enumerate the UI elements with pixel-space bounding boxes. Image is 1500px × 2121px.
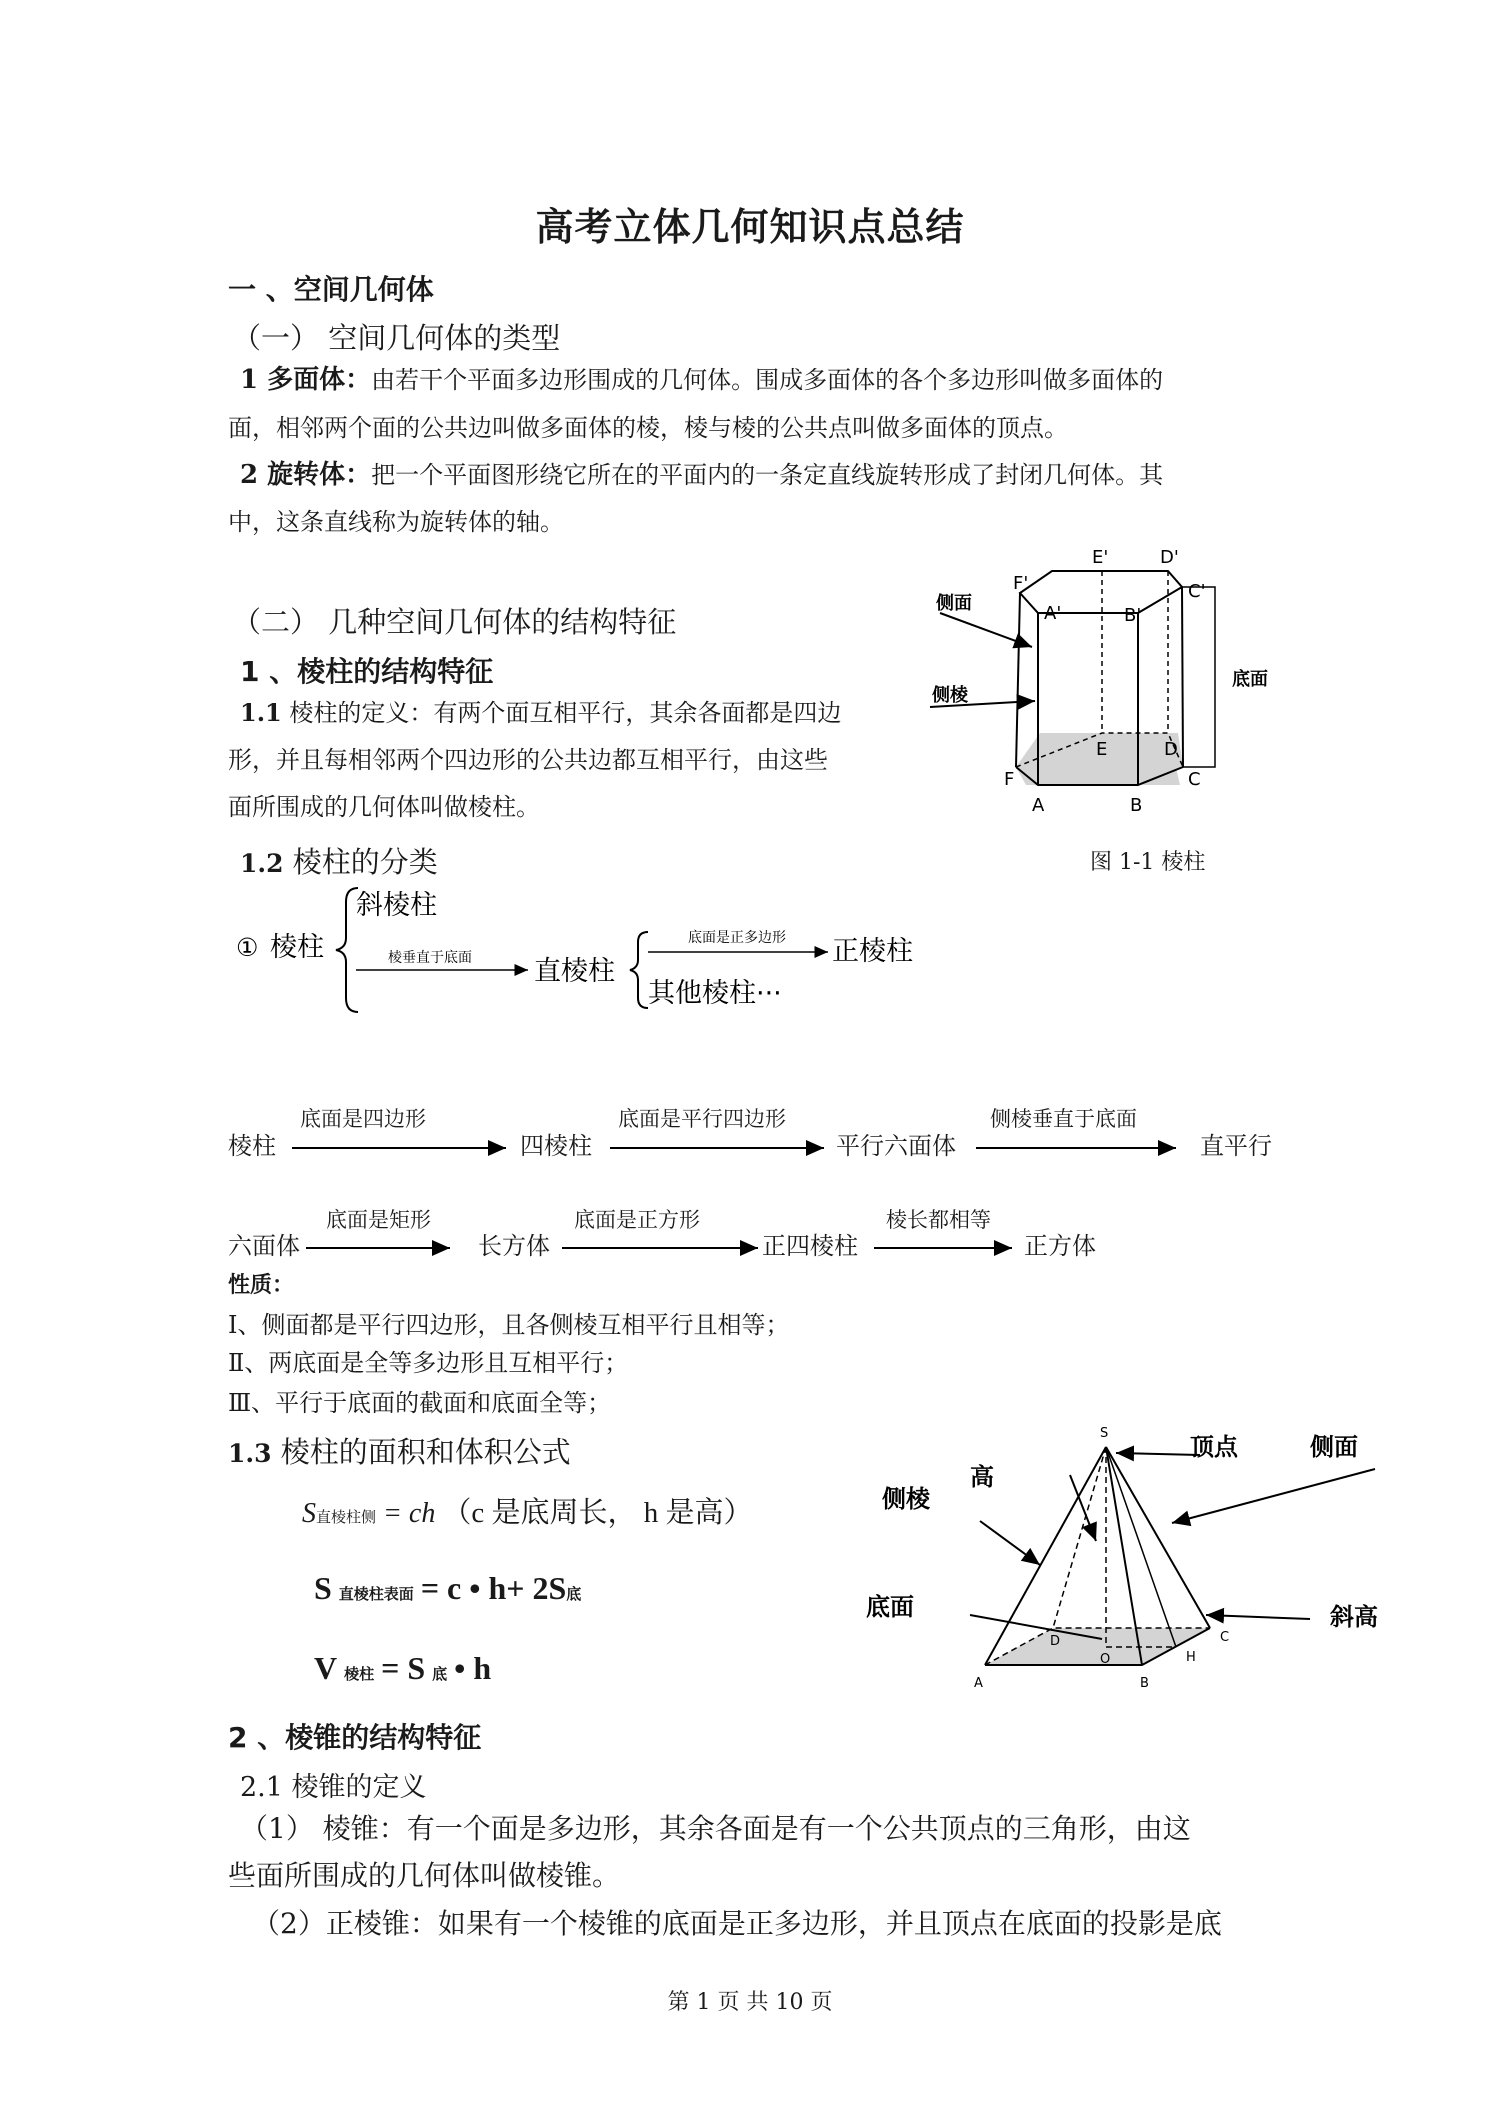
property-item: Ⅲ、平行于底面的截面和底面全等；: [228, 1389, 612, 1417]
chain1-arrows: [228, 1138, 1188, 1158]
prism-def-label: 1.1: [240, 698, 282, 727]
formula-rhs: = c • h+ 2S: [420, 1570, 567, 1606]
subsection-heading-1: （一） 空间几何体的类型: [232, 321, 561, 355]
prism-figure: [920, 535, 1300, 845]
polyhedron-paragraph: [240, 365, 1164, 395]
rotation-line-1: 把一个平面图形绕它所在的平面内的一条定直线旋转形成了封闭几何体。其: [371, 461, 1164, 489]
chain2-cond-2: 底面是正方形: [574, 1208, 700, 1232]
formula-sub: 底: [566, 1587, 582, 1603]
polyhedron-label: 1 多面体：: [240, 365, 372, 395]
prism-class-label: 1.2: [240, 849, 284, 878]
vertex-label: B: [1130, 795, 1143, 816]
pyramid-heading: 2 、棱锥的结构特征: [228, 1721, 482, 1754]
formula-sub: 底: [432, 1667, 448, 1683]
formulas-heading: [228, 1430, 571, 1471]
prism-class-text: 棱柱的分类: [292, 845, 438, 879]
prism-figure-caption: 图 1-1 棱柱: [1090, 850, 1206, 875]
rotation-paragraph: [240, 460, 1164, 490]
pyramid-label-side-face: 侧面: [1310, 1433, 1358, 1461]
regular-pyramid-line-1: （2）正棱锥：如果有一个棱锥的底面是正多边形，并且顶点在底面的投影是底: [252, 1907, 1222, 1940]
classification-diagram: [228, 880, 948, 1020]
class-cond-regular: 底面是正多边形: [688, 930, 786, 946]
pyramid-height-arrow: [1070, 1475, 1096, 1541]
pyramid-def-line-2: 些面所围成的几何体叫做棱锥。: [228, 1859, 621, 1892]
prism-label-side-edge: 侧棱: [932, 685, 968, 706]
vertex-label: O: [1100, 1652, 1111, 1667]
pyramid-label-side-edge: 侧棱: [882, 1485, 930, 1513]
prism-heading: 1 、棱柱的结构特征: [240, 655, 494, 688]
chain1-node-1: 四棱柱: [520, 1132, 592, 1160]
vertex-label: C': [1188, 581, 1206, 602]
properties-label: 性质：: [228, 1273, 295, 1298]
chain2-node-2: 正四棱柱: [762, 1232, 858, 1260]
vertex-label: B': [1124, 605, 1142, 626]
prism-def-line-2: 形，并且每相邻两个四边形的公共边都互相平行，由这些: [228, 746, 828, 774]
pyramid-label-height: 高: [970, 1463, 994, 1491]
chain2-node-3: 正方体: [1024, 1232, 1096, 1260]
vertex-label: F: [1004, 769, 1015, 790]
prism-def-line-3: 面所围成的几何体叫做棱柱。: [228, 793, 540, 821]
subsection-heading-2: （二） 几种空间几何体的结构特征: [232, 605, 677, 639]
chain1-cond-1: 底面是四边形: [300, 1107, 426, 1131]
class-brace-2: [630, 932, 648, 1008]
pyramid-slant-height: [1106, 1447, 1176, 1647]
prism-label-base: 底面: [1232, 669, 1268, 690]
formula-surface-area: [314, 1570, 581, 1607]
formula-sub: 直棱柱表面: [338, 1587, 414, 1603]
pyramid-edge-sd: [1053, 1447, 1106, 1628]
vertex-label: B: [1140, 1676, 1149, 1691]
chain1-cond-3: 侧棱垂直于底面: [990, 1107, 1137, 1131]
prism-class-heading: [240, 840, 438, 881]
pyramid-side-edge-arrow: [980, 1521, 1040, 1565]
formula-s: S: [314, 1570, 332, 1606]
formulas-label: 1.3: [228, 1439, 272, 1468]
pyramid-def-line-1: （1） 棱锥：有一个面是多边形，其余各面是有一个公共顶点的三角形，由这: [240, 1812, 1191, 1845]
rotation-label: 2 旋转体：: [240, 460, 372, 490]
section-heading-1: 一 、空间几何体: [228, 273, 434, 306]
prism-label-side-face: 侧面: [936, 593, 972, 614]
class-prism: 棱柱: [270, 932, 324, 963]
chain1-node-3: 直平行: [1200, 1132, 1272, 1160]
prism-def-line-1: [240, 698, 842, 727]
polyhedron-line-1: 由若干个平面多边形围成的几何体。围成多面体的各个多边形叫做多面体的: [371, 366, 1164, 394]
polyhedron-line-2: 面，相邻两个面的公共边叫做多面体的棱，棱与棱的公共点叫做多面体的顶点。: [228, 414, 1068, 442]
prism-edge-c: [1182, 587, 1183, 767]
prism-def-text: 棱柱的定义：有两个面互相平行，其余各面都是四边: [289, 699, 842, 727]
rotation-line-2: 中，这条直线称为旋转体的轴。: [228, 508, 564, 536]
chain2-cond-3: 棱长都相等: [886, 1208, 991, 1232]
class-cond-perp: 棱垂直于底面: [388, 950, 472, 966]
pyramid-label-base: 底面: [866, 1593, 914, 1621]
vertex-label: S: [1100, 1426, 1109, 1441]
formula-sub: 棱柱: [344, 1667, 375, 1683]
prism-edge-f: [1016, 593, 1020, 767]
pyramid-base-pointer: [970, 1615, 1102, 1639]
chain2-cond-1: 底面是矩形: [326, 1208, 431, 1232]
formula-rhs: = S: [381, 1650, 426, 1686]
formula-note: （c 是底周长， h 是高）: [442, 1497, 753, 1529]
pyramid-label-apex: 顶点: [1190, 1433, 1238, 1461]
property-item: Ⅰ、侧面都是平行四边形，且各侧棱互相平行且相等；: [228, 1311, 790, 1339]
pyramid-side-face-arrow: [1172, 1469, 1375, 1523]
class-right-prism: 直棱柱: [534, 956, 615, 987]
formula-s: S: [302, 1498, 316, 1529]
formula-lateral-area: [302, 1490, 752, 1531]
vertex-label: F': [1013, 573, 1029, 594]
chain1-start: 棱柱: [228, 1132, 276, 1160]
vertex-label: E: [1096, 739, 1108, 760]
formula-sub: 直棱柱侧: [316, 1510, 377, 1526]
pyramid-slant-arrow: [1206, 1615, 1310, 1619]
page-title: 高考立体几何知识点总结: [535, 205, 965, 249]
vertex-label: D': [1160, 547, 1179, 568]
vertex-label: D: [1050, 1634, 1061, 1649]
vertex-label: H: [1186, 1650, 1196, 1665]
vertex-label: A: [974, 1676, 983, 1691]
formula-rhs: = ch: [383, 1498, 436, 1529]
page-footer: 第 1 页 共 10 页: [667, 1990, 833, 2015]
chain2-node-1: 长方体: [478, 1232, 550, 1260]
formula-volume: [314, 1650, 491, 1687]
formulas-text: 棱柱的面积和体积公式: [280, 1435, 571, 1469]
pyramid-def-heading: 2.1 棱锥的定义: [240, 1772, 427, 1803]
chain1-node-2: 平行六面体: [836, 1132, 956, 1160]
class-brace-1: [336, 888, 358, 1012]
class-circle-number: ①: [236, 933, 259, 962]
chain2-start: 六面体: [228, 1232, 300, 1260]
vertex-label: D: [1164, 739, 1178, 760]
class-oblique: 斜棱柱: [356, 890, 437, 921]
prism-base-bracket: [1182, 587, 1215, 767]
vertex-label: A': [1044, 603, 1062, 624]
pyramid-apex-arrow: [1116, 1453, 1200, 1455]
vertex-label: C: [1188, 769, 1201, 790]
pyramid-figure: [850, 1415, 1430, 1695]
vertex-label: C: [1220, 1630, 1230, 1645]
class-regular-prism: 正棱柱: [832, 936, 913, 967]
vertex-label: E': [1092, 547, 1109, 568]
chain1-cond-2: 底面是平行四边形: [618, 1107, 786, 1131]
formula-v: V: [314, 1650, 338, 1686]
chain2-arrows: [228, 1238, 1028, 1258]
vertex-label: A: [1032, 795, 1045, 816]
pyramid-label-slant: 斜高: [1330, 1603, 1378, 1631]
class-other: 其他棱柱···: [648, 978, 782, 1009]
property-item: Ⅱ、两底面是全等多边形且互相平行；: [228, 1349, 629, 1377]
formula-tail: • h: [454, 1650, 492, 1686]
